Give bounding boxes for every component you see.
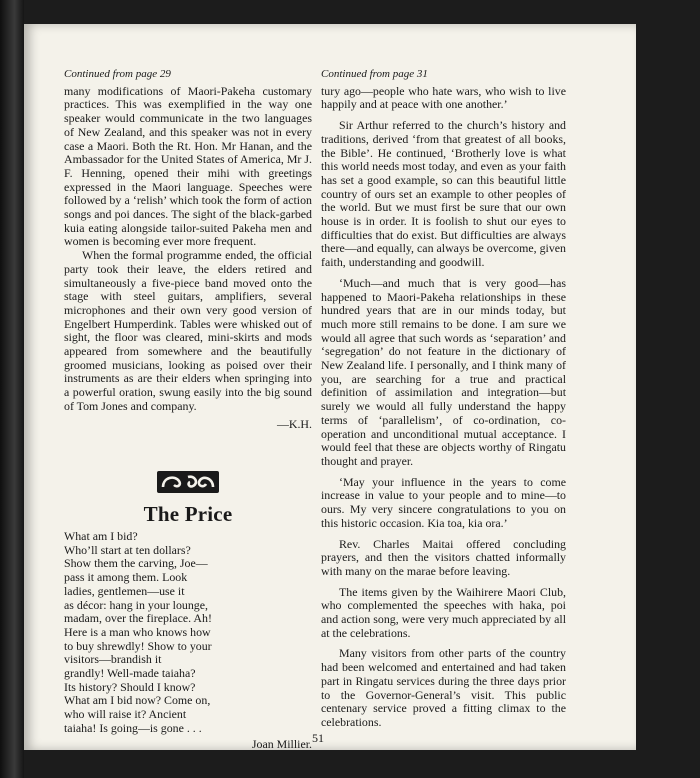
right-paragraph-3: ‘Much—and much that is very good—has happened to Maori-Pakeha relationships in these hundred years that are in our minds today, but much more still remains to be done. I am sure we would all agree that such words as ‘separation’ and ‘segregation’ do not feature in the dictionary of New Zealand life. I personally, and I think many of you, are searching for a true and practical definition of assimilation and integration—but surely we would all fully understand the happy terms of ‘parallelism’, of co-ordination, co-operation and unconditional mutual acceptance. I would feel that these are objects worthy of Ringatu thought and prayer. [321,275,566,468]
right-paragraph-1: tury ago—people who hate wars, who wish to live happily and at peace with one another.’ [321,83,566,112]
poem-line: madam, over the fireplace. Ah! [64,611,212,626]
continued-note-right: Continued from page 31 [321,68,428,80]
koru-ornament-icon [157,471,219,493]
poem-title: The Price [143,502,233,527]
left-column [64,68,312,751]
magazine-page [24,24,636,750]
poem-line: visitors—brandish it [64,652,162,667]
poem-line: as décor: hang in your lounge, [64,597,208,612]
right-paragraph-7: Many visitors from other parts of the country had been welcomed and entertained and had taken part in Ringatu services during the three days prior to the Governor-General’s visit. This public centenary service proved a fitting climax to the celebrations. [321,646,566,729]
left-paragraph-1: many modifications of Maori-Pakeha customary practices. This was exemplified in the way one speaker would communicate in the two languages of New Zealand, and this speaker was not in every case a Maori. Both the Rt. Hon. Mr Hanan, and the Ambassador for the United States of America, Mr J. F. Henning, opened their mihi with greetings expressed in the Maori language. Speeches were followed by a ‘relish’ which took the form of action songs and poi dances. The sight of the black-garbed kuia eating alongside tailor-suited Pakeha men and women is becoming ever more frequent. [64,83,312,249]
poem-line: taiaha! Is going—is gone . . . [64,720,202,735]
poem-author: Joan Millier. [251,736,312,751]
right-paragraph-5: Rev. Charles Maitai offered concluding prayers, and then the visitors chatted informally with many on the marae before leaving. [321,536,566,578]
poem-line: grandly! Well-made taiaha? [64,666,196,681]
article-signature: —K.H. [276,416,312,431]
poem-line: What am I bid? [64,528,138,543]
book-spine [0,0,24,778]
right-column [321,68,566,737]
continued-note-left: Continued from page 29 [64,68,171,80]
right-paragraph-4: ‘May your influence in the years to come increase in value to your people and to mine—to ours. My very sincere congratulations to you on this historic occasion. Kia toa, kia ora.’ [321,474,566,530]
poem-line: What am I bid now? Come on, [64,693,211,708]
poem-line: Its history? Should I know? [64,679,196,694]
poem-line: pass it among them. Look [64,570,188,585]
poem-line: ladies, gentlemen—use it [64,583,185,598]
poem-line: to buy shrewdly! Show to your [64,638,212,653]
right-paragraph-2: Sir Arthur referred to the church’s history and traditions, derived ‘from that greatest of all books, the Bible’. He continued, ‘Brotherly love is what this world needs most today, and even as your faith has set a good example, so can this beautiful little country of ours set an example to other peoples of the world. But we must first be sure that our own house is in order. It is foolish to shut our eyes to difficulties that do exist. But difficulties are always there—and equally, can always be overcome, given faith, understanding and goodwill. [321,118,566,270]
poem-line: Who’ll start at ten dollars? [64,542,191,557]
poem-line: Show them the carving, Joe— [64,556,208,571]
page-number: 51 [312,731,324,745]
poem-line: who will raise it? Ancient [64,707,187,722]
right-paragraph-6: The items given by the Waihirere Maori Club, who complemented the speeches with haka, poi and action song, were very much appreciated by all at the celebrations. [321,584,566,640]
poem-line: Here is a man who knows how [64,624,211,639]
left-paragraph-2: When the formal programme ended, the official party took their leave, the elders retired and simultaneously a five-piece band moved onto the stage with steel guitars, amplifiers, several microphones and their own very good version of Engelbert Humperdink. Tables were whisked out of sight, the floor was cleared, mini-skirts and mods appeared from somewhere and the beautifully groomed musicians, looking as poised over their instruments as are their elders when springing into a powerful oration, swung easily into the big sound of Tom Jones and company. [64,248,312,413]
poem-body [64,530,312,736]
